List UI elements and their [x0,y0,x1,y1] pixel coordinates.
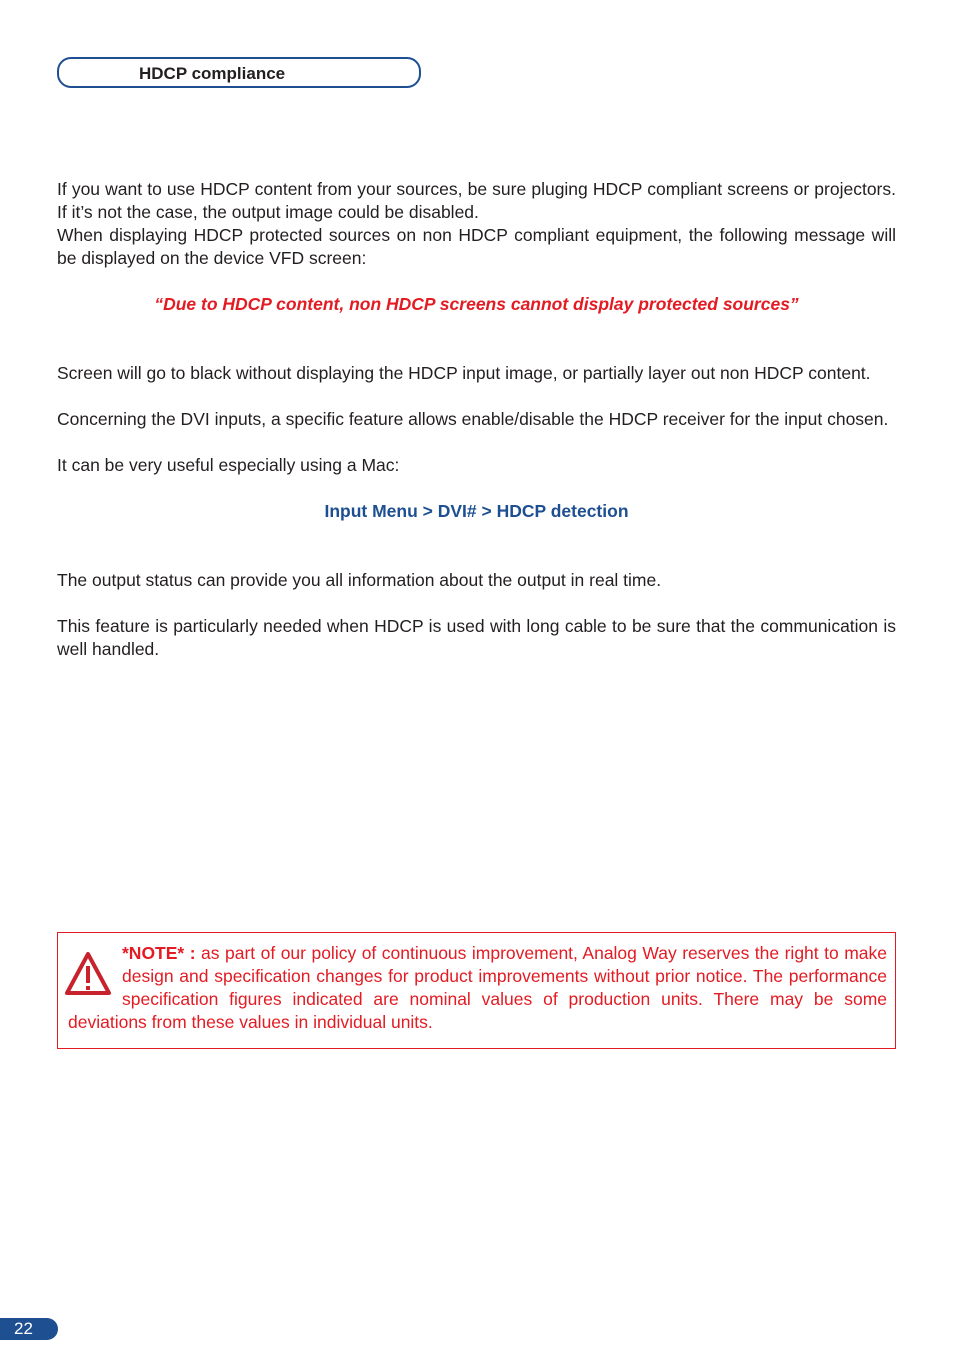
page-number: 22 [14,1319,33,1338]
paragraph-dvi-inputs: Concerning the DVI inputs, a specific feature allows enable/disable the HDCP receiver for the input chosen. [57,409,889,429]
note-body: as part of our policy of continuous improvement, Analog Way reserves the right to make design and specification changes for product improvements without prior notice. The performance specification figures indicated are nominal values of production units. There may be some deviations from these values in individual units. [68,943,887,1032]
paragraph-mac: It can be very useful especially using a Mac: [57,455,400,475]
paragraph-vfd-message: When displaying HDCP protected sources on non HDCP compliant equipment, the following message will be displayed on the device VFD screen: [57,225,896,268]
paragraph-long-cable: This feature is particularly needed when HDCP is used with long cable to be sure that the communication is well handled. [57,616,896,659]
section-title: HDCP compliance [139,64,286,83]
vfd-quote: “Due to HDCP content, non HDCP screens cannot display protected sources” [154,294,799,314]
main-content [57,178,896,661]
page-number-badge [0,1318,58,1340]
note-label: *NOTE* : [122,943,196,963]
paragraph-black-screen: Screen will go to black without displaying the HDCP input image, or partially layer out non HDCP content. [57,363,871,383]
paragraph-intro: If you want to use HDCP content from your sources, be sure pluging HDCP compliant screens or projectors. If it’s not the case, the output image could be disabled. [57,179,896,222]
paragraph-output-status: The output status can provide you all information about the output in real time. [57,570,662,590]
note-box [57,932,896,1049]
note-text [68,942,887,1034]
menu-path: Input Menu > DVI# > HDCP detection [324,501,629,521]
section-title-tab [57,57,421,88]
